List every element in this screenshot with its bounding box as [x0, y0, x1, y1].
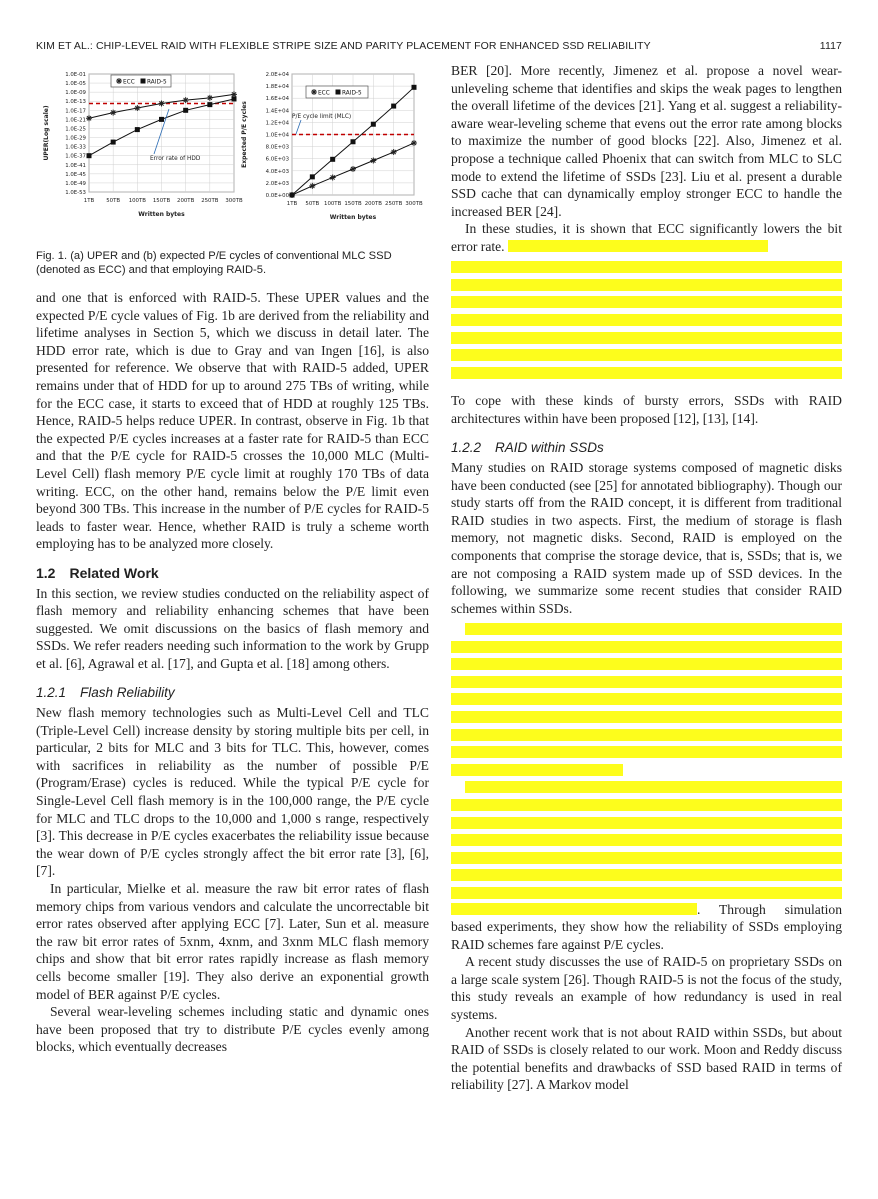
paragraph: Several wear-leveling schemes including static and dynamic ones have been proposed that try to distribute P/E cycles evenly among blocks, which eventually decreases — [36, 1004, 429, 1055]
y-tick-label: 1.0E+04 — [265, 132, 289, 139]
y-tick-label: 1.8E+04 — [265, 84, 289, 91]
subsection-heading — [451, 439, 842, 457]
y-tick-label: 1.0E-05 — [65, 81, 86, 88]
legend-label-raid5: RAID-5 — [147, 79, 167, 86]
raid5-point — [207, 102, 212, 107]
paragraph: In particular, Mielke et al. measure the raw bit error rates of flash memory chips from various vendors and calculate the uncorrectable bit error rates observed after applying ECC [7]. Later, Sun et al. measure the raw bit error rates of 5xnm, 4xnm, and 3xnm MLC flash memory chips and show that bit error rates rapidly increase as flash memory cells become smaller [19]. They also derive an exponential growth model of BER against P/E cycles. — [36, 881, 429, 1002]
x-tick-label: 300TB — [405, 201, 423, 207]
annotation-label: P/E cycle limit (MLC) — [292, 114, 352, 120]
pe-cycles-chart — [236, 62, 436, 244]
y-tick-label: 2.0E+03 — [265, 180, 289, 187]
paragraph: and one that is enforced with RAID-5. These UPER values and the expected P/E cycle values of Fig. 1b are derived from the reliability and lifetime analyses in Section 5, which we discuss in detail later. The HDD error rate, which is due to Gray and van Ingen [16], is also presented for reference. We observe that with RAID-5 added, UPER remains under that of HDD for up to around 275 TBs of writing, while for the ECC case, it starts to exceed that of HDD at roughly 125 TBs. Hence, RAID-5 helps reduce UPER. In contrast, observe in Fig. 1b that the expected P/E cycles increases at a faster rate for RAID-5 than ECC and that the P/E cycle for RAID-5 crosses the 10,000 MLC (Multi-Level Cell) flash memory P/E cycle limit at roughly 170 TBs of data writing. ECC, on the other hand, remains below the P/E limit even beyond 300 TBs. This increase in the number of P/E cycles for RAID-5 leads to faster wear. Hence, whether RAID is truly a scheme worth employing has to be analyzed more closely. — [36, 290, 429, 552]
highlight-line — [465, 623, 842, 635]
y-tick-label: 6.0E+03 — [265, 156, 289, 163]
y-tick-label: 1.4E+04 — [265, 108, 289, 115]
raid5-point — [87, 153, 92, 158]
raid5-point — [351, 139, 356, 144]
paragraph — [451, 901, 842, 954]
x-tick-label: 1TB — [286, 201, 298, 207]
raid5-point — [290, 193, 295, 198]
x-tick-label: 150TB — [152, 198, 171, 204]
highlight-block — [508, 240, 768, 252]
left-column — [36, 62, 429, 1056]
highlight-line — [451, 676, 842, 688]
x-tick-label: 200TB — [364, 201, 382, 207]
ecc-point — [350, 166, 356, 172]
ecc-point — [330, 174, 336, 180]
highlight-line — [451, 817, 842, 829]
raid5-point — [159, 117, 164, 122]
highlighted-redaction — [451, 641, 842, 776]
highlight-line — [451, 296, 842, 308]
raid5-point — [412, 85, 417, 90]
highlight-line — [451, 332, 842, 344]
subsection-heading — [36, 684, 429, 702]
annotation-label: Error rate of HDD — [150, 156, 201, 162]
raid5-point — [391, 104, 396, 109]
highlight-line — [451, 869, 842, 881]
highlight-line — [451, 746, 842, 758]
legend-label-raid5: RAID-5 — [342, 90, 362, 97]
x-tick-label: 200TB — [177, 198, 195, 204]
highlight-line — [451, 834, 842, 846]
highlight-block — [451, 903, 697, 915]
y-axis-label: Expected P/E cycles — [241, 101, 248, 168]
raid5-point — [183, 108, 188, 113]
highlight-line — [451, 693, 842, 705]
highlight-line — [451, 658, 842, 670]
x-tick-label: 50TB — [305, 201, 320, 207]
y-tick-label: 1.0E-53 — [65, 190, 86, 196]
section-number: 1.2 — [36, 564, 56, 581]
y-tick-label: 1.0E-29 — [65, 135, 86, 142]
raid5-point — [141, 79, 146, 84]
y-tick-label: 1.0E-09 — [65, 90, 86, 97]
ecc-point — [86, 115, 92, 121]
legend-label-ecc: ECC — [123, 79, 135, 86]
section-title: Related Work — [69, 564, 159, 581]
x-tick-label: 100TB — [128, 198, 146, 204]
y-tick-label: 2.0E+04 — [265, 72, 289, 78]
subsection-title: Flash Reliability — [80, 685, 175, 701]
paragraph: BER [20]. More recently, Jimenez et al. propose a novel wear-unleveling scheme that identifies and skips the weak pages to lengthen the overall lifetime of the devices [21]. Yang et al. suggest a reliability-aware wear-leveling scheme that evens out the error rate among blocks to maximize the number of good blocks [22]. Also, Jimenez et al. propose a technique called Phoenix that can switch from MLC to SLC mode to extend the lifetime of SSDs [23]. Liu et al. present a durable SSD cache that can dynamically employ stronger ECC to handle the increased BER [24]. — [451, 63, 842, 219]
subsection-number: 1.2.2 — [451, 440, 482, 456]
x-axis-label: Written bytes — [329, 214, 377, 221]
y-tick-label: 1.0E-21 — [65, 117, 86, 124]
highlight-line — [451, 314, 842, 326]
subsection-title: RAID within SSDs — [495, 440, 604, 456]
x-axis-label: Written bytes — [138, 211, 185, 218]
x-tick-label: 50TB — [106, 198, 121, 204]
x-tick-label: 100TB — [324, 201, 342, 207]
paragraph: Another recent work that is not about RAID within SSDs, but about RAID of SSDs is closely related to our work. Moon and Reddy discuss the potential benefits and drawbacks of SSD based RAID in terms of reliability [27]. A Markov model — [451, 1024, 842, 1093]
paragraph: A recent study discusses the use of RAID-5 on proprietary SSDs on a large scale system [26]. Though RAID-5 is not the focus of the study, this study reveals an example of how redundancy is used in real systems. — [451, 954, 842, 1023]
highlight-line — [451, 349, 842, 361]
ecc-point — [207, 95, 213, 101]
y-tick-label: 1.6E+04 — [265, 96, 289, 103]
highlight-line — [465, 781, 842, 793]
paragraph: Many studies on RAID storage systems composed of magnetic disks have been conducted (see [25] for annotated bibliography). Though our study starts off from the RAID concept, it is different from traditional RAID studies in two aspects. First, the medium of storage is flash memory, not magnetic disks. Second, RAID is employed on the components that comprise the storage device, that is, SSDs; that is, we are not composing a RAID system made up of SSD devices. In the following, we summarize some recent studies that consider RAID schemes within SSDs. — [451, 460, 842, 616]
paragraph: New flash memory technologies such as Multi-Level Cell and TLC (Triple-Level Cell) increase density by storing multiple bits per cell, in particular, 2 bits for MLC and 3 bits for TLC. This, however, comes with sacrifices in reliability as the number of possible P/E (Program/Erase) cycles is reduced. While the typical P/E cycle for Single-Level Cell flash memory is in the 100,000 range, the P/E cycle for MLC and TLC drops to the 10,000 and 1,000 s range, respectively [3]. This decrease in P/E cycles exacerbates the reliability issue because the wear down of P/E cycles strongly affect the bit error rate [3], [6], [7]. — [36, 705, 429, 879]
paragraph-text: In these studies, it is shown that ECC significantly lowers the bit error rate. — [451, 221, 842, 254]
highlight-line — [451, 729, 842, 741]
legend-label-ecc: ECC — [318, 90, 330, 97]
uper-chart — [36, 62, 246, 244]
raid5-point — [371, 122, 376, 127]
raid5-point — [330, 157, 335, 162]
highlight-line — [451, 852, 842, 864]
x-tick-label: 250TB — [385, 201, 403, 207]
highlighted-redaction — [465, 781, 842, 793]
raid5-point — [111, 140, 116, 145]
x-tick-label: 150TB — [344, 201, 362, 207]
x-tick-label: 1TB — [83, 198, 95, 204]
highlight-line — [451, 764, 623, 776]
y-axis-label: UPER(Log scale) — [43, 105, 50, 161]
running-header — [36, 40, 842, 52]
y-tick-label: 1.2E+04 — [265, 120, 289, 127]
section-heading — [36, 565, 429, 583]
figure-caption: Fig. 1. (a) UPER and (b) expected P/E cycles of conventional MLC SSD (denoted as ECC) and that employing RAID-5. — [36, 250, 392, 276]
y-tick-label: 1.0E-25 — [65, 126, 86, 133]
y-tick-label: 4.0E+03 — [265, 168, 289, 175]
y-tick-label: 1.0E-13 — [65, 99, 86, 106]
highlight-line — [451, 367, 842, 379]
highlight-line — [451, 261, 842, 273]
y-tick-label: 1.0E-45 — [65, 171, 86, 178]
subsection-number: 1.2.1 — [36, 685, 67, 701]
running-title: KIM ET AL.: CHIP-LEVEL RAID WITH FLEXIBLE STRIPE SIZE AND PARITY PLACEMENT FOR ENHANCED SSD RELIABILITY — [36, 40, 651, 52]
highlight-line — [451, 799, 842, 811]
highlight-line — [451, 641, 842, 653]
y-tick-label: 1.0E-41 — [65, 162, 86, 169]
y-tick-label: 1.0E-33 — [65, 144, 86, 151]
x-tick-label: 250TB — [201, 198, 219, 204]
ecc-point — [183, 97, 189, 103]
raid5-point — [135, 127, 140, 132]
highlight-line — [451, 887, 842, 899]
paragraph: In this section, we review studies conducted on the reliability aspect of flash memory and reliability enhancing schemes that have been suggested. We omit discussions on the basics of flash memory and SSDs. We refer readers needing such information to the work by Grupp et al. [6], Agrawal et al. [17], and Gupta et al. [18] among others. — [36, 585, 429, 671]
ecc-point — [411, 140, 417, 146]
y-tick-label: 1.0E-49 — [65, 180, 86, 187]
highlight-line — [451, 279, 842, 291]
highlighted-redaction — [465, 623, 842, 635]
x-tick-label: 300TB — [225, 198, 243, 204]
y-tick-label: 1.0E-01 — [65, 72, 86, 78]
right-column — [451, 62, 842, 1094]
paragraph-text: . Through simulation based experiments, they show how the reliability of SSDs employing RAID schemes fare against P/E cycles. — [451, 901, 842, 952]
raid5-point — [336, 90, 341, 95]
paragraph: To cope with these kinds of bursty errors, SSDs with RAID architectures within have been proposed [12], [13], [14]. — [451, 393, 842, 426]
ecc-point — [370, 158, 376, 164]
y-tick-label: 0.0E+00 — [265, 193, 289, 199]
ecc-point — [309, 183, 315, 189]
raid5-point — [310, 174, 315, 179]
y-tick-label: 1.0E-37 — [65, 153, 86, 160]
paragraph — [451, 220, 842, 255]
highlight-line — [451, 711, 842, 723]
page-number: 1117 — [819, 40, 842, 52]
highlighted-redaction — [451, 799, 842, 899]
figure-1 — [36, 62, 429, 244]
annotation-pointer — [296, 120, 301, 134]
ecc-point — [116, 78, 122, 84]
highlighted-redaction — [451, 261, 842, 379]
ecc-point — [391, 149, 397, 155]
y-tick-label: 8.0E+03 — [265, 144, 289, 151]
y-tick-label: 1.0E-17 — [65, 108, 86, 115]
